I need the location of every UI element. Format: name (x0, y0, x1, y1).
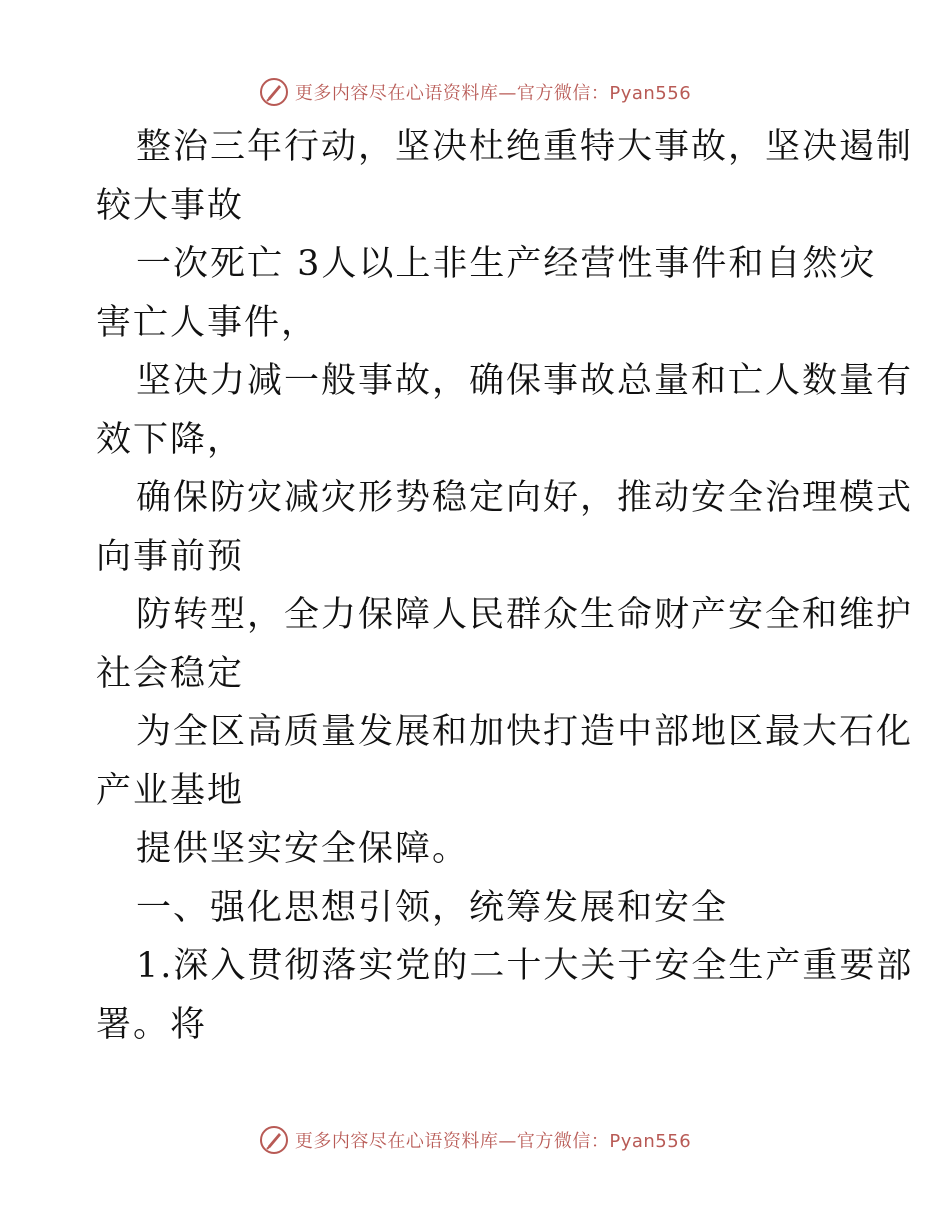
text-line: 害亡人事件， (96, 302, 319, 343)
text-line: 一、强化思想引领，统筹发展和安全 (136, 887, 729, 928)
text-line: 产业基地 (96, 770, 245, 811)
text-line: 提供坚实安全保障。 (136, 829, 470, 869)
quill-logo-icon (259, 77, 289, 107)
text-line: 为全区高质量发展和加快打造中部地区最大石化 (136, 712, 914, 752)
text-line: 防转型，全力保障人民群众生命财产安全和维护 (136, 595, 914, 635)
banner-text: 更多内容尽在心语资料库—官方微信：Pyan556 (294, 1131, 692, 1152)
text-line: 确保防灾减灾形势稳定向好，推动安全治理模式 (136, 478, 914, 518)
footer-banner (0, 1120, 950, 1160)
text-line: 一次死亡 3人以上非生产经营性事件和自然灾 (136, 244, 877, 284)
text-line: 坚决力减一般事故，确保事故总量和亡人数量有 (136, 361, 914, 401)
quill-logo-icon (259, 1125, 289, 1155)
header-banner (0, 72, 950, 112)
document-body (96, 118, 914, 1054)
text-line: 社会稳定 (96, 653, 245, 694)
text-line: 向事前预 (96, 536, 245, 577)
banner-text: 更多内容尽在心语资料库—官方微信：Pyan556 (294, 83, 692, 104)
text-line: 署。将 (96, 1004, 208, 1045)
text-line: 较大事故 (96, 185, 245, 226)
text-line: 效下降， (96, 419, 245, 460)
text-line: 整治三年行动，坚决杜绝重特大事故，坚决遏制 (136, 127, 914, 167)
text-line: 1.深入贯彻落实党的二十大关于安全生产重要部 (136, 946, 914, 986)
